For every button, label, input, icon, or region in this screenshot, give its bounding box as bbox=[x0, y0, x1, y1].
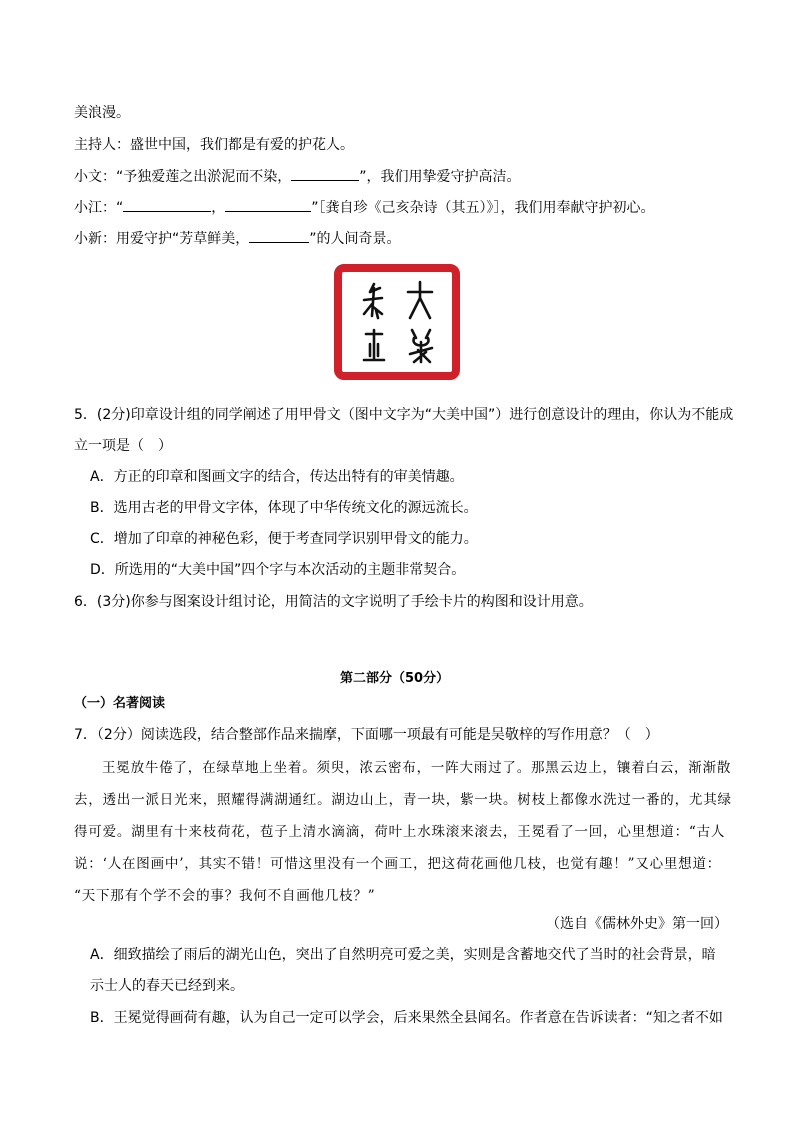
fill-blank[interactable] bbox=[123, 197, 211, 212]
q5-option-c[interactable]: C．增加了印章的神秘色彩，便于考查同学识别甲骨文的能力。 bbox=[90, 531, 478, 547]
q7-option-b-line1[interactable]: B．王冕觉得画荷有趣，认为自己一定可以学会，后来果然全县闻名。作者意在告诉读者：“知之者不如 bbox=[90, 1010, 723, 1026]
q6-stem: 6．(3分)你参与图案设计组讨论，用简洁的文字说明了手绘卡片的构图和设计用意。 bbox=[74, 594, 593, 610]
q7-passage-line: “天下那有个学不会的事？我何不自画他几枝？” bbox=[74, 888, 376, 904]
seal-char-guo bbox=[410, 330, 432, 362]
q5-stem-line1: 5．(2分)印章设计组的同学阐述了用甲骨文（图中文字为“大美中国”）进行创意设计的理由，你认为不能成 bbox=[74, 407, 734, 423]
part2-title: 第二部分（50分） bbox=[340, 671, 450, 686]
q7-source: （选自《儒林外史》第一回） bbox=[546, 916, 728, 932]
intro-line: 美浪漫。 bbox=[74, 105, 130, 121]
seal-char-zhong bbox=[364, 330, 384, 360]
q7-passage-line: 王冕放牛倦了，在绿草地上坐着。须臾，浓云密布，一阵大雨过了。那黑云边上，镶着白云，渐渐散 bbox=[102, 760, 732, 776]
xiaoxin-line bbox=[74, 228, 401, 249]
q7-option-a-line2: 示士人的春天已经到来。 bbox=[90, 978, 244, 994]
q7-passage-line: 说：‘人在图画中’，其实不错！可惜这里没有一个画工，把这荷花画他几枝，也觉有趣！”又心里想道： bbox=[74, 856, 722, 872]
section-heading: （一）名著阅读 bbox=[74, 696, 166, 711]
fill-blank[interactable] bbox=[249, 228, 309, 243]
seal-char-mei bbox=[364, 284, 382, 318]
oracle-bone-seal-image bbox=[334, 264, 460, 380]
xiaowen-line bbox=[74, 166, 521, 187]
xiaowen-text-end: ”，我们用挚爱守护高洁。 bbox=[359, 169, 521, 185]
xiaojiang-text-start: 小江：“ bbox=[74, 200, 124, 216]
q5-stem-line2: 立一项是（ ） bbox=[74, 438, 172, 454]
q5-option-b[interactable]: B．选用古老的甲骨文字体，体现了中华传统文化的源远流长。 bbox=[90, 500, 478, 516]
q7-passage-line: 去，透出一派日光来，照耀得满湖通红。湖边山上，青一块，紫一块。树枝上都像水洗过一番的，尤其绿 bbox=[74, 792, 732, 808]
q5-option-a[interactable]: A．方正的印章和图画文字的结合，传达出特有的审美情趣。 bbox=[90, 469, 464, 485]
fill-blank[interactable] bbox=[291, 166, 359, 181]
host-line: 主持人：盛世中国，我们都是有爱的护花人。 bbox=[74, 137, 354, 153]
xiaowen-text-start: 小文：“予独爱莲之出淤泥而不染， bbox=[74, 169, 292, 185]
seal-char-da bbox=[408, 282, 432, 318]
q7-option-a-line1[interactable]: A．细致描绘了雨后的湖光山色，突出了自然明亮可爱之美，实则是含蓄地交代了当时的社会背景，暗 bbox=[90, 947, 716, 963]
seal-border bbox=[338, 268, 456, 376]
fill-blank[interactable] bbox=[225, 197, 311, 212]
q5-option-d[interactable]: D．所选用的“大美中国”四个字与本次活动的主题非常契合。 bbox=[90, 562, 466, 578]
xiaojiang-text-end: ”［龚自珍《己亥杂诗（其五）》］，我们用奉献守护初心。 bbox=[311, 200, 655, 216]
q7-stem: 7．（2分）阅读选段，结合整部作品来揣摩，下面哪一项最有可能是吴敬梓的写作用意？（ ） bbox=[74, 727, 659, 743]
xiaoxin-text-end: ”的人间奇景。 bbox=[309, 231, 401, 247]
xiaoxin-text-start: 小新：用爱守护“芳草鲜美， bbox=[74, 231, 250, 247]
q7-passage-line: 得可爱。湖里有十来枝荷花，苞子上清水滴滴，荷叶上水珠滚来滚去，王冕看了一回，心里想道：“古人 bbox=[74, 824, 726, 840]
xiaojiang-comma: ， bbox=[211, 200, 226, 216]
xiaojiang-line bbox=[74, 197, 655, 218]
